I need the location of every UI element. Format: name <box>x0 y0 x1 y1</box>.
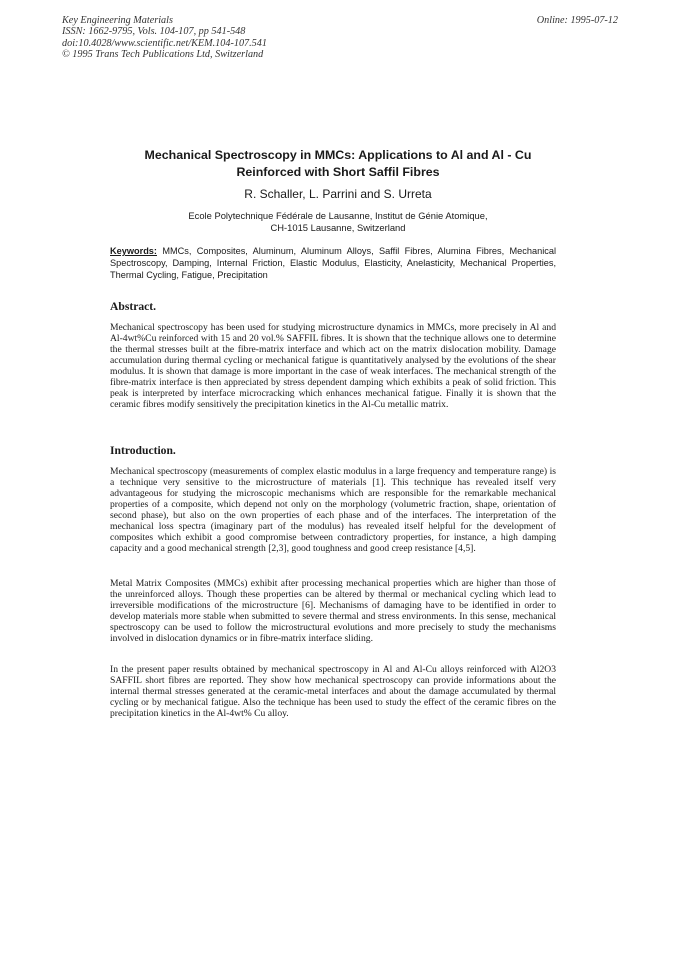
doi-line: doi:10.4028/www.scientific.net/KEM.104-107.541 <box>62 37 267 49</box>
introduction-heading: Introduction. <box>110 444 176 457</box>
title-line-1: Mechanical Spectroscopy in MMCs: Applications to Al and Al - Cu <box>144 148 532 162</box>
authors: R. Schaller, L. Parrini and S. Urreta <box>244 187 432 201</box>
keywords-block <box>110 245 556 281</box>
affiliation-line-1: Ecole Polytechnique Fédérale de Lausanne, Institut de Génie Atomique, <box>188 210 488 221</box>
keywords-label: Keywords: <box>110 246 157 256</box>
abstract-heading: Abstract. <box>110 300 157 313</box>
abstract-text: Mechanical spectroscopy has been used for studying microstructure dynamics in MMCs, more precisely in Al and Al-4wt%Cu reinforced with 15 and 20 vol.% SAFFIL fibres. It is shown that the technique allows one to determine the thermal stresses built at the fibre-matrix interface and which act on the matrix dislocation mobility. Damage accumulation during thermal cycling or mechanical fatigue is quantitatively analysed by the evolutions of the shear modulus. It is shown that damage is more important in the case of weak interfaces. The mechanical strength of the fibre-matrix interface is then appreciated by stress dependent damping which exhibits a peak of solid friction. This peak is interpreted by interface microcracking which enhances mechanical fatigue. Finally it is shown that the ceramic fibres modify sensitively the precipitation kinetics in the Al-Cu metallic matrix. <box>110 322 556 411</box>
online-date: Online: 1995-07-12 <box>536 15 618 26</box>
intro-paragraph-2: Metal Matrix Composites (MMCs) exhibit after processing mechanical properties which are higher than those of the unreinforced alloys. Though these properties can be altered by thermal or mechanical cycling which lead to irreversible modifications of the microstructure [6]. Mechanisms of damaging have to be identified in order to develop materials more stable when submitted to severe thermal and stress environments. In this sense, mechanical spectroscopy can be used to follow the microstructural evolutions and more precisely to study the mechanisms involved in dislocation dynamics or in fibre-matrix interface sliding. <box>110 578 556 645</box>
affiliation-line-2: CH-1015 Lausanne, Switzerland <box>270 222 406 233</box>
journal-name: Key Engineering Materials <box>62 15 173 26</box>
keywords-text: MMCs, Composites, Aluminum, Aluminum Alloys, Saffil Fibres, Alumina Fibres, Mechanical Spectroscopy, Damping, Internal Friction, Elastic Modulus, Elasticity, Anelasticity, Mechanical Properties, Thermal Cycling, Fatigue, Precipitation <box>110 246 556 281</box>
copyright-line: © 1995 Trans Tech Publications Ltd, Switzerland <box>62 49 264 61</box>
intro-paragraph-1: Mechanical spectroscopy (measurements of complex elastic modulus in a large frequency and temperature range) is a technique very sensitive to the microstructure of materials [1]. This technique has revealed itself very advantageous for studying the microscopic mechanisms which are responsible for the remarkable mechanical properties of a composite, which depend not only on the morphology (volumetric fraction, shape, orientation of second phase), but also on the own properties of each phase and of the interfaces. The interpretation of the mechanical loss spectra (imaginary part of the modulus) has revealed itself helpful for the development of composites which exhibit a good compromise between contradictory properties, for instance, a high damping capacity and a good mechanical strength [2,3], good toughness and good creep resistance [4,5]. <box>110 466 556 555</box>
affiliation <box>110 210 566 234</box>
intro-paragraph-3: In the present paper results obtained by mechanical spectroscopy in Al and Al-Cu alloys reinforced with Al2O3 SAFFIL short fibres are reported. They show how mechanical spectroscopy can provide informations about the internal thermal stresses generated at the ceramic-metal interfaces and about the damage accumulated by thermal cycling or by mechanical fatigue. Also the technique has been used to study the effect of the ceramic fibres on the precipitation kinetics in the Al-4wt% Cu alloy. <box>110 664 556 720</box>
title-line-2: Reinforced with Short Saffil Fibres <box>236 165 440 179</box>
journal-header <box>62 15 618 61</box>
issn-line: ISSN: 1662-9795, Vols. 104-107, pp 541-548 <box>62 26 246 38</box>
paper-title <box>110 147 566 181</box>
